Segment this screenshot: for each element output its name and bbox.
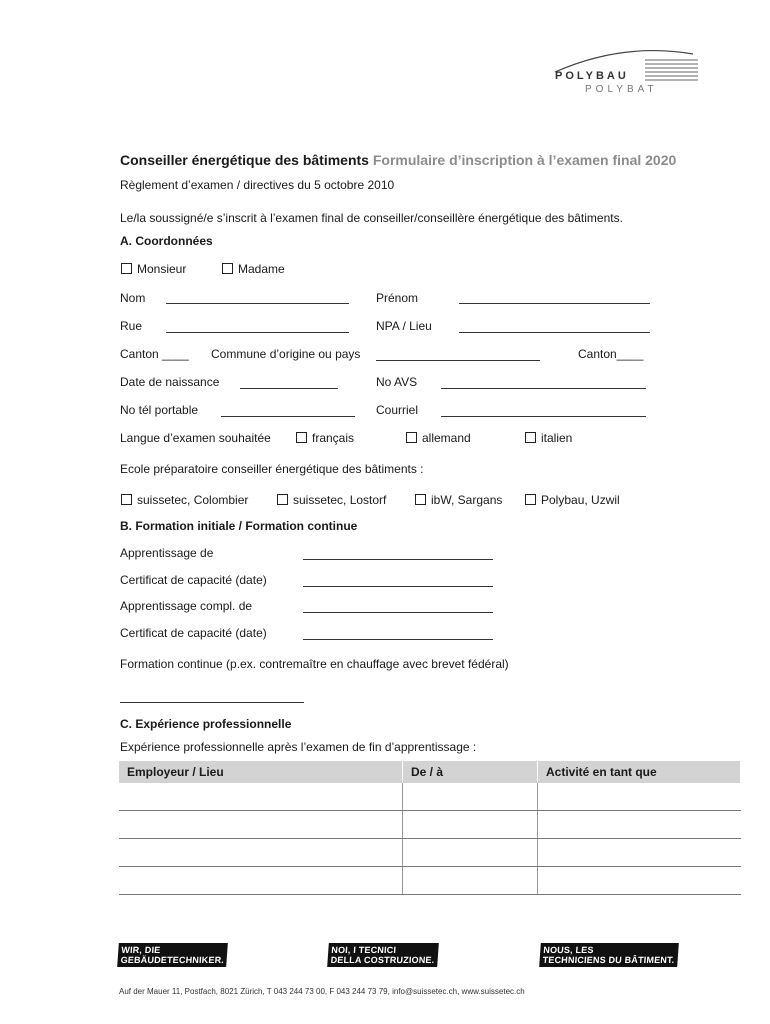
table-row bbox=[119, 811, 741, 839]
label-tel: No tél portable bbox=[120, 403, 199, 417]
field-npa[interactable] bbox=[459, 332, 650, 333]
table-cell[interactable] bbox=[119, 811, 403, 839]
stamp-line: WIR, DIE bbox=[121, 945, 161, 955]
table-row bbox=[119, 839, 741, 867]
checkbox-label: suissetec, Colombier bbox=[137, 493, 249, 507]
title-subtitle: Formulaire d’inscription à l’examen final 2020 bbox=[372, 152, 677, 168]
table-cell[interactable] bbox=[538, 811, 741, 839]
table-cell[interactable] bbox=[403, 783, 538, 811]
label-canton: Canton ____ bbox=[120, 347, 189, 361]
stamp-techniciens bbox=[539, 943, 678, 967]
checkbox-label: Monsieur bbox=[137, 262, 187, 276]
page-title bbox=[120, 152, 676, 168]
footer-address: Auf der Mauer 11, Postfach, 8021 Zürich, T 043 244 73 00, F 043 244 73 79, info@suissetec.ch, www.suissetec.ch bbox=[119, 987, 525, 996]
section-c-heading: C. Expérience professionnelle bbox=[120, 717, 292, 731]
checkbox-label: italien bbox=[541, 431, 573, 445]
label-apprentissage-compl: Apprentissage compl. de bbox=[120, 599, 253, 613]
checkbox-italien[interactable] bbox=[525, 431, 572, 445]
column-employeur: Employeur / Lieu bbox=[119, 761, 403, 783]
checkbox-madame[interactable] bbox=[222, 262, 285, 276]
checkbox-box bbox=[406, 432, 417, 443]
field-rue[interactable] bbox=[166, 332, 349, 333]
intro-text: Le/la soussigné/e s’inscrit à l’examen final de conseiller/conseillère énergétique des bâtiments. bbox=[120, 211, 623, 225]
table-cell[interactable] bbox=[538, 867, 741, 895]
label-certificat-1: Certificat de capacité (date) bbox=[120, 573, 267, 587]
field-tel[interactable] bbox=[221, 416, 355, 417]
stamp-line: NOI, I TECNICI bbox=[331, 945, 397, 955]
label-prenom: Prénom bbox=[376, 291, 419, 305]
table-cell[interactable] bbox=[538, 783, 741, 811]
label-nom: Nom bbox=[120, 291, 146, 305]
checkbox-box bbox=[296, 432, 307, 443]
checkbox-box bbox=[525, 432, 536, 443]
checkbox-suissetec-lostorf[interactable] bbox=[277, 493, 386, 507]
checkbox-monsieur[interactable] bbox=[121, 262, 186, 276]
field-nom[interactable] bbox=[166, 303, 349, 304]
table-cell[interactable] bbox=[119, 839, 403, 867]
field-certificat-1[interactable] bbox=[303, 586, 493, 587]
stamp-line: TECHNICIENS DU BÂTIMENT. bbox=[542, 955, 675, 965]
reglement-text: Règlement d’examen / directives du 5 octobre 2010 bbox=[120, 178, 395, 192]
table-cell[interactable] bbox=[538, 839, 741, 867]
table-cell[interactable] bbox=[403, 839, 538, 867]
stamp-line: DELLA COSTRUZIONE. bbox=[330, 955, 435, 965]
polybau-logo-graphic bbox=[553, 42, 703, 90]
column-dates: De / à bbox=[403, 761, 538, 783]
checkbox-suissetec-colombier[interactable] bbox=[121, 493, 248, 507]
checkbox-label: allemand bbox=[422, 431, 471, 445]
title-main: Conseiller énergétique des bâtiments bbox=[120, 152, 369, 168]
stamp-gebaeudetechniker bbox=[117, 943, 228, 967]
field-prenom[interactable] bbox=[459, 303, 650, 304]
field-apprentissage[interactable] bbox=[303, 559, 493, 560]
label-ecole: Ecole préparatoire conseiller énergétique des bâtiments : bbox=[120, 462, 424, 476]
label-certificat-2: Certificat de capacité (date) bbox=[120, 626, 267, 640]
checkbox-polybau-uzwil[interactable] bbox=[525, 493, 620, 507]
checkbox-box bbox=[222, 263, 233, 274]
field-avs[interactable] bbox=[441, 388, 646, 389]
label-courriel: Courriel bbox=[376, 403, 419, 417]
table-header-row bbox=[119, 761, 741, 783]
field-naissance[interactable] bbox=[240, 388, 338, 389]
checkbox-ibw-sargans[interactable] bbox=[415, 493, 502, 507]
field-commune[interactable] bbox=[376, 360, 540, 361]
logo-text-polybat: POLYBAT bbox=[585, 84, 658, 95]
section-b-heading: B. Formation initiale / Formation continue bbox=[120, 519, 358, 533]
table-cell[interactable] bbox=[403, 811, 538, 839]
checkbox-box bbox=[415, 494, 426, 505]
experience-table bbox=[119, 761, 741, 895]
checkbox-label: suissetec, Lostorf bbox=[293, 493, 387, 507]
checkbox-label: Polybau, Uzwil bbox=[541, 493, 620, 507]
checkbox-label: ibW, Sargans bbox=[431, 493, 503, 507]
checkbox-box bbox=[277, 494, 288, 505]
stamp-tecnici bbox=[327, 943, 438, 967]
column-activite: Activité en tant que bbox=[538, 761, 741, 783]
checkbox-box bbox=[121, 494, 132, 505]
checkbox-box bbox=[121, 263, 132, 274]
table-cell[interactable] bbox=[403, 867, 538, 895]
label-rue: Rue bbox=[120, 319, 143, 333]
stamp-line: NOUS, LES bbox=[543, 945, 595, 955]
field-courriel[interactable] bbox=[441, 416, 646, 417]
label-canton-2: Canton____ bbox=[578, 347, 644, 361]
field-formation-continue[interactable] bbox=[120, 702, 304, 703]
experience-intro: Expérience professionnelle après l’examen de fin d’apprentissage : bbox=[120, 740, 477, 754]
stamp-line: GEBÄUDETECHNIKER. bbox=[120, 955, 225, 965]
label-commune: Commune d’origine ou pays bbox=[211, 347, 361, 361]
section-a-heading: A. Coordonnées bbox=[120, 234, 213, 248]
table-cell[interactable] bbox=[119, 867, 403, 895]
checkbox-box bbox=[525, 494, 536, 505]
checkbox-allemand[interactable] bbox=[406, 431, 471, 445]
label-formation-continue: Formation continue (p.ex. contremaître en chauffage avec brevet fédéral) bbox=[120, 657, 509, 671]
checkbox-label: français bbox=[312, 431, 355, 445]
label-naissance: Date de naissance bbox=[120, 375, 220, 389]
logo-text-polybau: POLYBAU bbox=[555, 70, 629, 82]
checkbox-francais[interactable] bbox=[296, 431, 354, 445]
field-certificat-2[interactable] bbox=[303, 639, 493, 640]
table-cell[interactable] bbox=[119, 783, 403, 811]
label-avs: No AVS bbox=[376, 375, 418, 389]
table-row bbox=[119, 867, 741, 895]
field-apprentissage-compl[interactable] bbox=[303, 612, 493, 613]
checkbox-label: Madame bbox=[238, 262, 285, 276]
label-apprentissage: Apprentissage de bbox=[120, 546, 214, 560]
label-langue: Langue d’examen souhaitée bbox=[120, 431, 271, 445]
table-row bbox=[119, 783, 741, 811]
label-npa: NPA / Lieu bbox=[376, 319, 432, 333]
polybau-logo bbox=[553, 42, 703, 102]
